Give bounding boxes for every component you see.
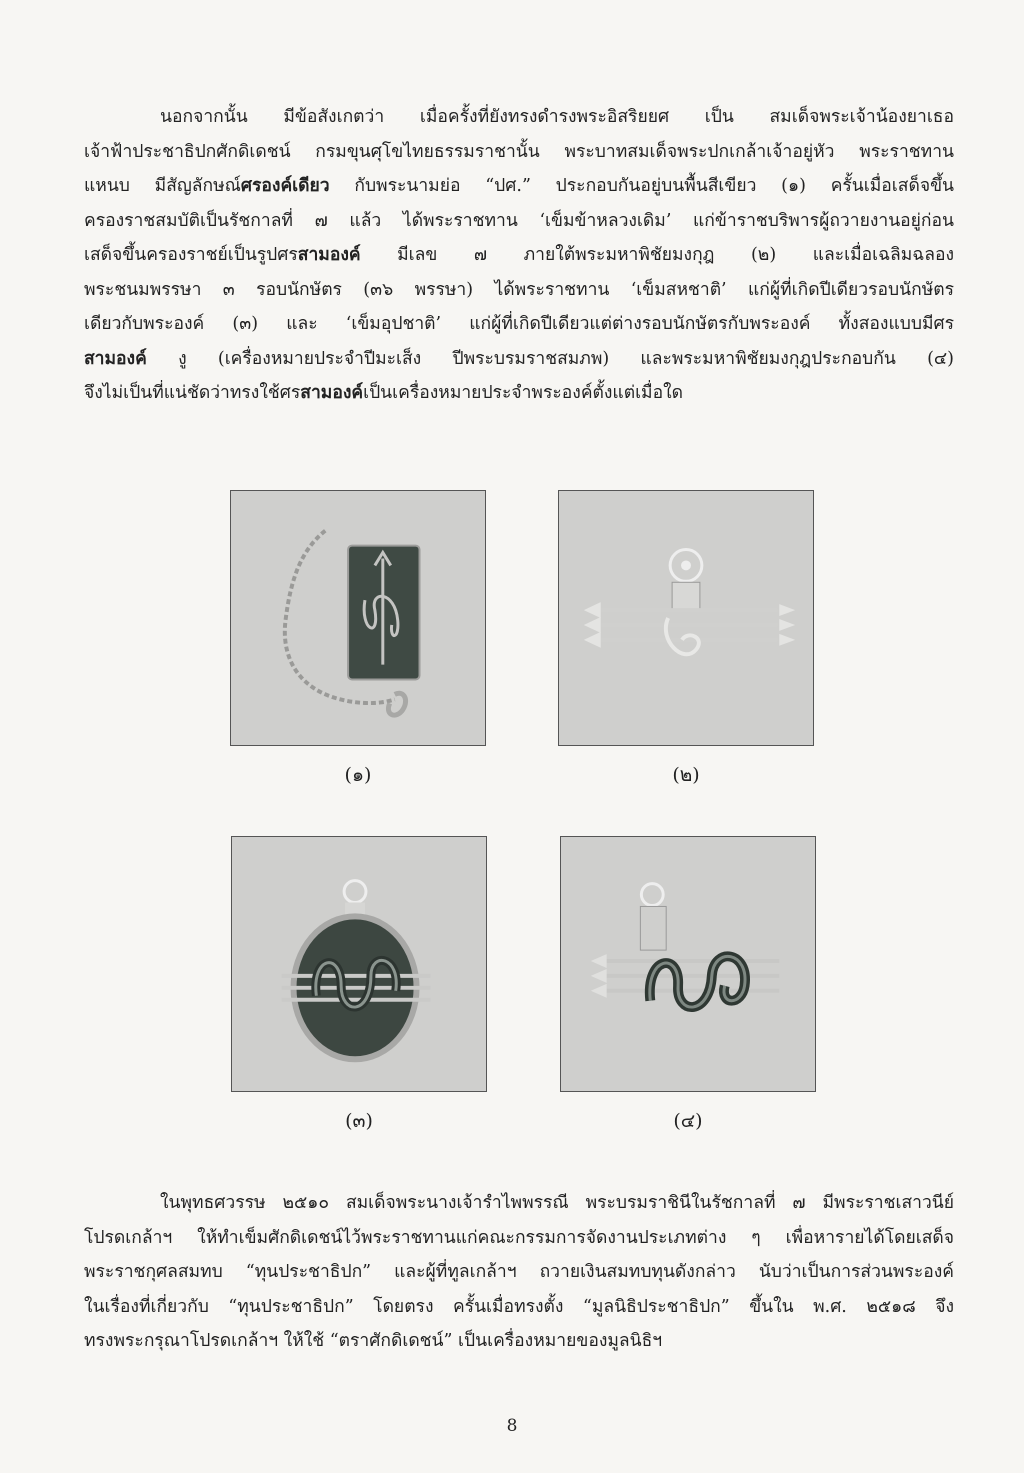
figure-1-caption: (๑) (344, 764, 372, 786)
text-line: จึงไม่เป็นที่แน่ชัดว่าทรงใช้ศรสามองค์เป็นเครื่องหมายประจำพระองค์ตั้งแต่เมื่อใด (84, 383, 684, 403)
text-line: พระชนมพรรษา ๓ รอบนักษัตร (๓๖ พรรษา) ได้พระราชทาน ‘เข็มสหชาติ’ แก่ผู้ที่เกิดปีเดียวรอบนักษัตร (84, 279, 954, 300)
text-line: ครองราชสมบัติเป็นรัชกาลที่ ๗ แล้ว ได้พระราชทาน ‘เข็มข้าหลวงเดิม’ แก่ข้าราชบริพารผู้ถวายงานอยู่ก่อน (84, 210, 954, 231)
figure-4-badge-photo (560, 836, 816, 1092)
paragraph-2 (84, 1186, 954, 1359)
paragraph-1 (84, 100, 954, 411)
text-line: นอกจากนั้น มีข้อสังเกตว่า เมื่อครั้งที่ยังทรงดำรงพระอิสริยยศ เป็น สมเด็จพระเจ้าน้องยาเธอ (160, 107, 954, 127)
text-line: เสด็จขึ้นครองราชย์เป็นรูปศรสามองค์ มีเลข ๗ ภายใต้พระมหาพิชัยมงกุฎ (๒) และเมื่อเฉลิมฉลอง (84, 245, 954, 265)
page-number: 8 (506, 1416, 518, 1436)
text-line: ในพุทธศวรรษ ๒๕๑๐ สมเด็จพระนางเจ้ารำไพพรรณี พระบรมราชินีในรัชกาลที่ ๗ มีพระราชเสาวนีย์ (160, 1193, 954, 1213)
figure-4-caption: (๔) (673, 1110, 703, 1132)
bold-phrase: สามองค์ (300, 383, 364, 403)
oval-snake-badge-icon (232, 837, 486, 1091)
text-line: เจ้าฟ้าประชาธิปกศักดิเดชน์ กรมขุนศุโขไทยธรรมราชานั้น พระบาทสมเด็จพระปกเกล้าเจ้าอยู่หัว พระราชทาน (84, 141, 954, 162)
bold-phrase: ศรองค์เดียว (240, 176, 330, 196)
snake-arrows-crown-icon (561, 837, 815, 1091)
figure-3-caption: (๓) (345, 1110, 373, 1132)
figure-1-badge-photo (230, 490, 486, 746)
badge-with-chain-icon (231, 491, 485, 745)
text-line: โปรดเกล้าฯ ให้ทำเข็มศักดิเดชน์ไว้พระราชทานแก่คณะกรรมการจัดงานประเภทต่าง ๆ เพื่อหารายได้โดยเสด็จ (84, 1227, 954, 1248)
text-line: ทรงพระกรุณาโปรดเกล้าฯ ให้ใช้ “ตราศักดิเดชน์” เป็นเครื่องหมายของมูลนิธิฯ (84, 1331, 663, 1351)
figure-3-badge-photo (231, 836, 487, 1092)
three-arrows-crown-icon (559, 491, 813, 745)
text-line: เดียวกับพระองค์ (๓) และ ‘เข็มอุปชาติ’ แก่ผู้ที่เกิดปีเดียวแต่ต่างรอบนักษัตรกับพระองค์ ทั้งสองแบบมีศร (84, 314, 954, 334)
text-line: ในเรื่องที่เกี่ยวกับ “ทุนประชาธิปก” โดยตรง ครั้นเมื่อทรงตั้ง “มูลนิธิประชาธิปก” ขึ้นใน พ.ศ. ๒๕๑๘ จึง (84, 1296, 954, 1317)
figure-2-badge-photo (558, 490, 814, 746)
bold-phrase: สามองค์ (84, 348, 147, 369)
figure-2-caption: (๒) (672, 764, 700, 786)
text-line: พระราชกุศลสมทบ “ทุนประชาธิปก” และผู้ที่ทูลเกล้าฯ ถวายเงินสมทบทุนดังกล่าว นับว่าเป็นการส่วนพระองค์ (84, 1262, 954, 1282)
text-line: แหนบ มีสัญลักษณ์ศรองค์เดียว กับพระนามย่อ “ปศ.” ประกอบกันอยู่บนพื้นสีเขียว (๑) ครั้นเมื่อเสด็จขึ้น (84, 176, 954, 196)
text-line: สามองค์ งู (เครื่องหมายประจำปีมะเส็ง ปีพระบรมราชสมภพ) และพระมหาพิชัยมงกุฎประกอบกัน (๔) (84, 348, 954, 369)
bold-phrase: สามองค์ (297, 245, 361, 265)
